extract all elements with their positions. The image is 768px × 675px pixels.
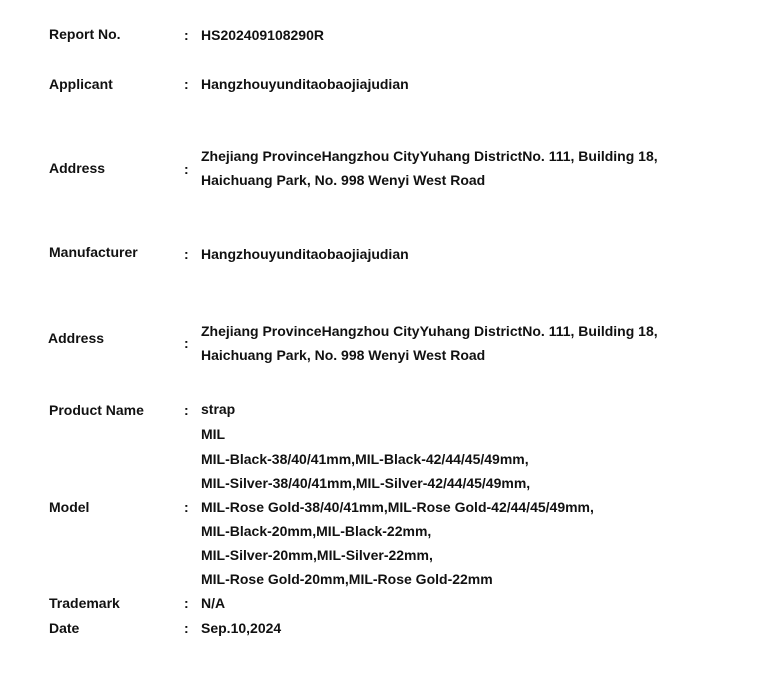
applicant-separator: : bbox=[184, 76, 189, 92]
model-line-3: MIL-Silver-38/40/41mm,MIL-Silver-42/44/45/49mm, bbox=[201, 475, 531, 491]
manufacturer-address-label: Address bbox=[48, 330, 105, 346]
manufacturer-address-line-1: Zhejiang ProvinceHangzhou CityYuhang DistrictNo. 111, Building 18, bbox=[201, 323, 658, 339]
product-name-label: Product Name bbox=[49, 402, 144, 418]
report-no-separator: : bbox=[184, 27, 189, 43]
model-line-6: MIL-Silver-20mm,MIL-Silver-22mm, bbox=[201, 547, 433, 563]
model-line-2: MIL-Black-38/40/41mm,MIL-Black-42/44/45/49mm, bbox=[201, 451, 529, 467]
product-name-separator: : bbox=[184, 402, 189, 418]
applicant-label: Applicant bbox=[49, 76, 113, 92]
manufacturer-address-separator: : bbox=[184, 335, 189, 351]
model-line-5: MIL-Black-20mm,MIL-Black-22mm, bbox=[201, 523, 432, 539]
manufacturer-label: Manufacturer bbox=[49, 244, 138, 260]
applicant-value: Hangzhouyunditaobaojiajudian bbox=[201, 76, 409, 92]
applicant-address-separator: : bbox=[184, 161, 189, 177]
model-line-1: MIL bbox=[201, 426, 226, 442]
applicant-address-line-1: Zhejiang ProvinceHangzhou CityYuhang DistrictNo. 111, Building 18, bbox=[201, 148, 658, 164]
date-value: Sep.10,2024 bbox=[201, 620, 282, 636]
model-line-4: MIL-Rose Gold-38/40/41mm,MIL-Rose Gold-42/44/45/49mm, bbox=[201, 499, 594, 515]
trademark-value: N/A bbox=[201, 595, 226, 611]
manufacturer-value: Hangzhouyunditaobaojiajudian bbox=[201, 246, 409, 262]
manufacturer-address-line-2: Haichuang Park, No. 998 Wenyi West Road bbox=[201, 347, 486, 363]
report-no-label: Report No. bbox=[49, 26, 121, 42]
applicant-address-label: Address bbox=[49, 160, 106, 176]
model-label: Model bbox=[49, 499, 90, 515]
trademark-separator: : bbox=[184, 595, 189, 611]
model-line-7: MIL-Rose Gold-20mm,MIL-Rose Gold-22mm bbox=[201, 571, 493, 587]
trademark-label: Trademark bbox=[49, 595, 120, 611]
model-separator: : bbox=[184, 499, 189, 515]
applicant-address-line-2: Haichuang Park, No. 998 Wenyi West Road bbox=[201, 172, 486, 188]
report-no-value: HS202409108290R bbox=[201, 27, 324, 43]
date-separator: : bbox=[184, 620, 189, 636]
product-name-value: strap bbox=[201, 401, 236, 417]
manufacturer-separator: : bbox=[184, 246, 189, 262]
date-label: Date bbox=[49, 620, 80, 636]
